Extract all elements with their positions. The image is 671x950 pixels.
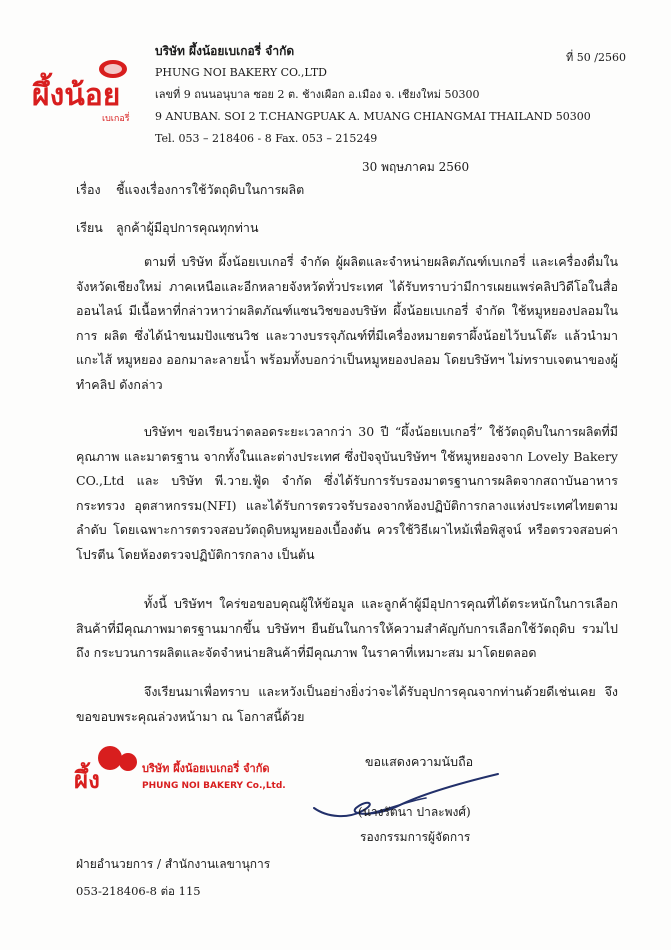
signer-title: รองกรรมการผู้จัดการ	[360, 830, 471, 844]
document-number: ที่ 50 /2560	[566, 51, 626, 64]
company-block	[155, 40, 591, 150]
subject-label: เรื่อง	[76, 182, 101, 197]
address-th: เลขที่ 9 ถนนอนุบาล ซอย 2 ต. ช้างเผือก อ.เมือง จ. เชียงใหม่ 50300	[155, 88, 480, 101]
logo-text: ผึ้งน้อย	[32, 78, 121, 113]
paragraph-4-text: จึงเรียนมาเพื่อทราบ และหวังเป็นอย่างยิ่งว่าจะได้รับอุปการคุณจากท่านด้วยดีเช่นเคย จึง ขอขอบพระคุณล่วงหน้ามา ณ โอกาสนี้ด้วย	[76, 684, 618, 724]
paragraph-1	[76, 250, 618, 397]
subject-row	[76, 180, 304, 200]
paragraph-2-text: บริษัทฯ ขอเรียนว่าตลอดระยะเวลากว่า 30 ปี “ผึ้งน้อยเบเกอรี่” ใช้วัตถุดิบในการผลิตที่มี คุณภาพ และมาตรฐาน จากทั้งในและต่างประเทศ ซึ่งปัจจุบันบริษัทฯ ใช้หมูหยองจาก Lovely Bakery CO.,Ltd และ บริษัท พี.วาย.ฟู้ด จำกัด ซึ่งได้รับการรับรองมาตรฐานการผลิตจากสถาบันอาหาร กระทรวง อุตสาหกรรม(NFI) และได้รับการตรวจรับรองจากห้องปฏิบัติการกลางแห่งประเทศไทยตามลำดับ โดยเฉพาะการตรวจสอบวัตถุดิบหมูหยองเบื้องต้น ควรใช้วิธีเผาไหม้เพื่อพิสูจน์ หรือตรวจสอบค่าโปรตีน โดยห้องตรวจปฏิบัติการกลาง เป็นต้น	[76, 424, 618, 562]
company-name-en: PHUNG NOI BAKERY CO.,LTD	[155, 66, 327, 79]
company-stamp	[70, 740, 300, 810]
recipient-label: เรียน	[76, 220, 103, 235]
company-name-th: บริษัท ผึ้งน้อยเบเกอรี่ จำกัด	[155, 44, 295, 58]
recipient-row	[76, 218, 259, 238]
recipient-text: ลูกค้าผู้มีอุปการคุณทุกท่าน	[116, 220, 259, 235]
phone-line: 053-218406-8 ต่อ 115	[76, 884, 201, 898]
logo-subtext: เบเกอรี่	[102, 114, 130, 124]
svg-text:ผึ้ง: ผึ้ง	[74, 766, 100, 794]
contact-line: Tel. 053 – 218406 - 8 Fax. 053 – 215249	[155, 132, 378, 145]
letter-date: 30 พฤษภาคม 2560	[362, 160, 470, 174]
paragraph-3	[76, 592, 618, 666]
subject-text: ชี้แจงเรื่องการใช้วัตถุดิบในการผลิต	[116, 182, 305, 197]
signer-name: (นางรัตนา ปาละพงศ์)	[358, 805, 471, 819]
department-line: ฝ่ายอำนวยการ / สำนักงานเลขานุการ	[76, 857, 271, 871]
paragraph-2	[76, 420, 618, 567]
stamp-text-en: PHUNG NOI BAKERY Co.,Ltd.	[142, 781, 286, 791]
stamp-text-th: บริษัท ผึ้งน้อยเบเกอรี่ จำกัด	[142, 762, 270, 775]
address-en: 9 ANUBAN. SOI 2 T.CHANGPUAK A. MUANG CHIANGMAI THAILAND 50300	[155, 110, 591, 123]
paragraph-4	[76, 680, 618, 729]
closing-line: ขอแสดงความนับถือ	[365, 754, 474, 769]
paragraph-1-text: ตามที่ บริษัท ผึ้งน้อยเบเกอรี่ จำกัด ผู้ผลิตและจำหน่ายผลิตภัณฑ์เบเกอรี่ และเครื่องดื่มใน จังหวัดเชียงใหม่ ภาคเหนือและอีกหลายจังหวัดทั่วประเทศ ได้รับทราบว่ามีการเผยแพร่คลิปวิดีโอในสื่อ ออนไลน์ มีเนื้อหาที่กล่าวหาว่าผลิตภัณฑ์แซนวิชของบริษัท ผึ้งน้อยเบเกอรี่ จำกัด ใช้หมูหยองปลอมในการ ผลิต ซึ่งได้นำขนมปังแซนวิช และวางบรรจุภัณฑ์ที่มีเครื่องหมายตราผึ้งน้อยไว้บนโต๊ะ แล้วนำมาแกะไส้ หมูหยอง ออกมาละลายน้ำ พร้อมทั้งบอกว่าเป็นหมูหยองปลอม โดยบริษัทฯ ไม่ทราบเจตนาของผู้ทำคลิป ดังกล่าว	[76, 254, 618, 392]
paragraph-3-text: ทั้งนี้ บริษัทฯ ใคร่ขอขอบคุณผู้ให้ข้อมูล และลูกค้าผู้มีอุปการคุณที่ได้ตระหนักในการเลือก สินค้าที่มีคุณภาพมาตรฐานมากขึ้น บริษัทฯ ยืนยันในการให้ความสำคัญกับการเลือกใช้วัตถุดิบ รวมไปถึง กระบวนการผลิตและจัดจำหน่ายสินค้าที่มีคุณภาพ ในราคาที่เหมาะสม มาโดยตลอด	[76, 596, 618, 660]
phung-noi-logo	[30, 55, 140, 125]
